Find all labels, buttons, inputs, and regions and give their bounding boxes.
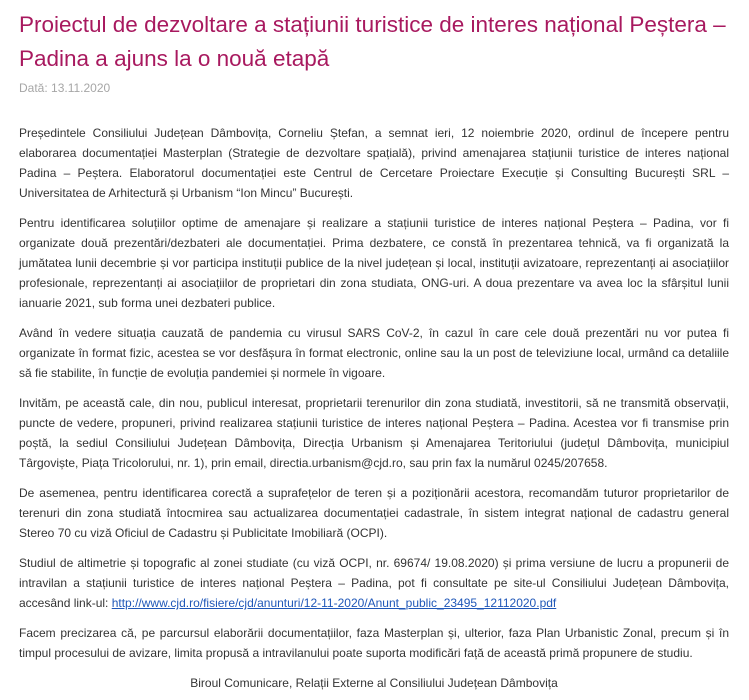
paragraph-pandemie: Având în vedere situația cauzată de pandemia cu virusul SARS CoV-2, în cazul în care cele două prezentări nu vor putea fi organizate în format fizic, acestea se vor desfășura în format electronic, online sau la un post de televiziune local, urmând ca detaliile să fie stabilite, în funcție de evoluția pandemiei și normele în vigoare.: [19, 326, 729, 380]
article: [19, 8, 729, 693]
paragraph-invitatie-observatii: Invităm, pe această cale, din nou, publicul interesat, proprietarii terenurilor din zona studiată, investitorii, să ne transmită observații, puncte de vedere, propuneri, privind realizarea stațiunii turistice de interes național Peștera – Padina. Acestea vor fi transmise prin poștă, la sediul Consiliului Județean Dâmbovița, Direcția Urbanism și Amenajarea Teritoriului (județul Dâmbovița, municipiul Târgoviște, Piața Tricolorului, nr. 1), prin email, directia.urbanism@cjd.ro, sau prin fax la numărul 0245/207658.: [19, 396, 729, 470]
paragraph-precizare: Facem precizarea că, pe parcursul elaborării documentațiilor, faza Masterplan și, ulterior, faza Plan Urbanistic Zonal, precum și în timpul procesului de avizare, limita propusă a intravilanului poate suporta modificări față de această primă propunere de studiu.: [19, 626, 729, 660]
paragraph-cadastru: De asemenea, pentru identificarea corectă a suprafețelor de teren și a poziționării acestora, recomandăm tuturor proprietarilor de terenuri din zona studiată întocmirea sau actualizarea documentației cadastrale, în sistem integrat național de cadastru general Stereo 70 cu viză Oficiul de Cadastru și Publicitate Imobiliară (OCPI).: [19, 486, 729, 540]
article-date: Dată: 13.11.2020: [19, 81, 111, 95]
article-signature: Biroul Comunicare, Relații Externe al Consiliului Județean Dâmbovița: [190, 676, 558, 690]
article-title: Proiectul de dezvoltare a stațiunii turistice de interes național Peștera – Padina a ajuns la o nouă etapă: [19, 12, 726, 71]
anunt-public-pdf-link[interactable]: http://www.cjd.ro/fisiere/cjd/anunturi/12-11-2020/Anunt_public_23495_12112020.pdf: [111, 596, 557, 610]
paragraph-dezbateri: Pentru identificarea soluțiilor optime de amenajare și realizare a stațiunii turistice de interes național Peștera – Padina, vor fi organizate două prezentări/dezbateri ale documentației. Prima dezbatere, ce constă în prezentarea tehnică, va fi organizată la jumătatea lunii decembrie și vor participa instituții publice de la nivel județean și local, instituții avizatoare, reprezentanți ai asociațiilor profesionale, reprezentanți ai asociațiilor de proprietari din zona studiata, ONG-uri. A doua prezentare va avea loc la sfârșitul lunii ianuarie 2021, sub forma unei dezbateri publice.: [19, 216, 729, 310]
paragraph-ordin-incepere: Președintele Consiliului Județean Dâmbovița, Corneliu Ștefan, a semnat ieri, 12 noiembrie 2020, ordinul de începere pentru elaborarea documentației Masterplan (Strategie de dezvoltare spațială), privind amenajarea stațiunii turistice de interes național Padina – Peștera. Elaboratorul documentației este Centrul de Cercetare Proiectare Execuție și Consulting București SRL – Universitatea de Arhitectură și Urbanism “Ion Mincu” București.: [19, 126, 729, 200]
article-body: [19, 123, 729, 693]
studiu-text: Studiul de altimetrie și topografic al zonei studiate (cu viză OCPI, nr. 69674/ 19.08.2020) și prima versiune de lucru a propunerii de intravilan a stațiunii turistice de interes național Peștera – Padina, pot fi consultate pe site-ul Consiliului Județean Dâmbovița, accesând link-ul:: [19, 556, 729, 610]
paragraph-studiu-altimetrie: [19, 553, 729, 613]
